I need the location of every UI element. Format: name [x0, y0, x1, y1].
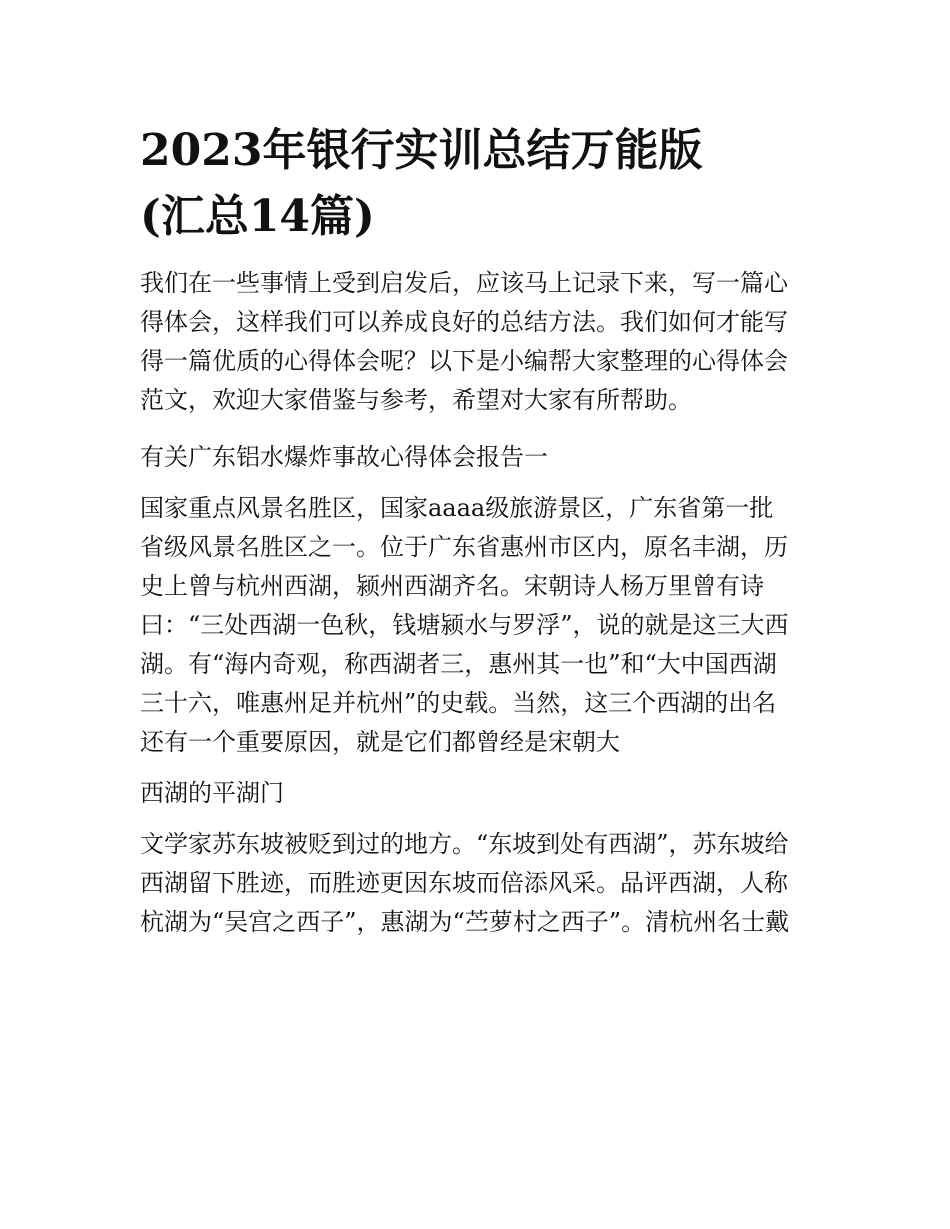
text-line: 国家重点风景名胜区，国家aaaa级旅游景区，广东省第一批 [140, 494, 774, 522]
title-line: 2023年银行实训总结万能版 [140, 125, 703, 176]
text-line: 曰：“三处西湖一色秋，钱塘颍水与罗浮”，说的就是这三大西 [140, 611, 789, 639]
text-line: 西湖留下胜迹，而胜迹更因东坡而倍添风采。品评西湖，人称 [140, 869, 788, 897]
document-title [140, 118, 820, 250]
text-line: 得一篇优质的心得体会呢？以下是小编帮大家整理的心得体会 [140, 347, 788, 375]
text-line: 杭湖为“吴宫之西子”，惠湖为“苎萝村之西子”。清杭州名士戴 [140, 908, 790, 936]
section-heading [140, 438, 820, 477]
text-line: 得体会，这样我们可以养成良好的总结方法。我们如何才能写 [140, 308, 788, 336]
body-paragraph [140, 825, 820, 942]
text-line: 湖。有“海内奇观，称西湖者三，惠州其一也”和“大中国西湖 [140, 650, 777, 678]
body-paragraph [140, 489, 820, 762]
document-page [140, 118, 820, 942]
sub-line [140, 774, 820, 813]
text-line: 史上曾与杭州西湖，颍州西湖齐名。宋朝诗人杨万里曾有诗 [140, 572, 764, 600]
text-line: 文学家苏东坡被贬到过的地方。“东坡到处有西湖”，苏东坡给 [140, 830, 789, 858]
intro-paragraph [140, 264, 820, 420]
text-line: 三十六，唯惠州足并杭州”的史载。当然，这三个西湖的出名 [140, 689, 777, 717]
text-line: 我们在一些事情上受到启发后，应该马上记录下来，写一篇心 [140, 269, 788, 297]
text-line: 有关广东铝水爆炸事故心得体会报告一 [140, 443, 548, 471]
text-line: 西湖的平湖门 [140, 779, 284, 807]
title-line: (汇总14篇) [140, 191, 375, 242]
text-line: 省级风景名胜区之一。位于广东省惠州市区内，原名丰湖，历 [140, 533, 788, 561]
text-line: 还有一个重要原因，就是它们都曾经是宋朝大 [140, 728, 620, 756]
text-line: 范文，欢迎大家借鉴与参考，希望对大家有所帮助。 [140, 386, 692, 414]
